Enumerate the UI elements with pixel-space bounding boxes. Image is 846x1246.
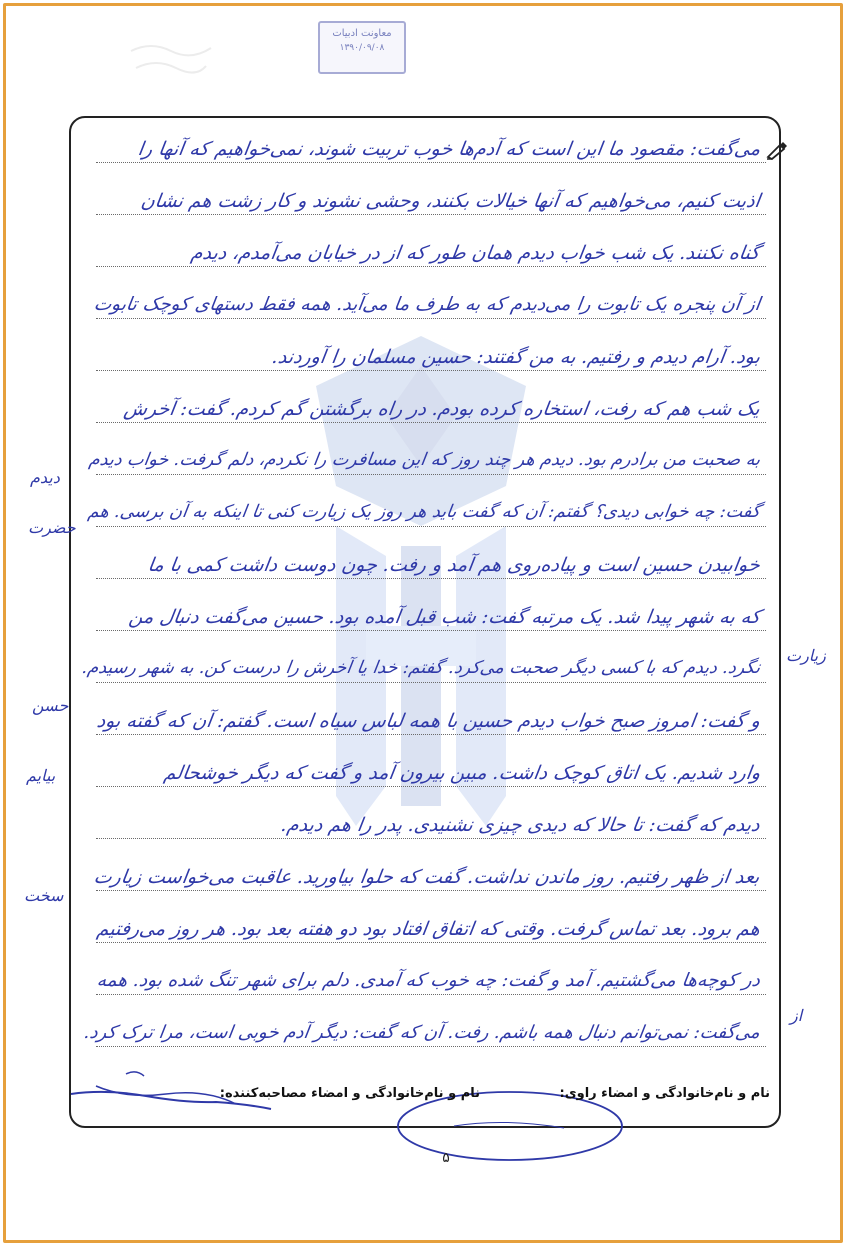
- handwritten-line: خوابیدن حسین است و پیاده‌روی هم آمد و رفت. چون دوست داشت کمی با ما: [146, 554, 762, 576]
- narrator-signature-label: نام و نام‌خانوادگی و امضاء راوی:: [559, 1086, 770, 1101]
- handwritten-line: وارد شدیم. یک اتاق کوچک داشت. مبین بیرون آمد و گفت که دیگر خوشحالم: [162, 762, 762, 784]
- margin-note: سخت: [24, 886, 64, 905]
- ruled-line: [96, 994, 766, 995]
- stamp-line-1: معاونت ادبیات: [332, 28, 392, 39]
- handwritten-line: بود. آرام دیدم و رفتیم. به من گفتند: حسین مسلمان را آوردند.: [270, 346, 762, 368]
- ruled-line: [96, 162, 766, 163]
- handwritten-line: گفت: چه خوابی دیدی؟ گفتم: آن که گفت باید هر روز یک زیارت کنی تا اینکه به آن برسی. هم: [86, 502, 762, 522]
- ruled-line: [96, 734, 766, 735]
- margin-note: دیدم: [30, 468, 60, 487]
- handwritten-line: در کوچه‌ها می‌گشتیم. آمد و گفت: چه خوب که آمدی. دلم برای شهر تنگ شده بود. همه: [95, 970, 762, 991]
- margin-note: زیارت: [786, 646, 826, 665]
- handwritten-line: یک شب هم که رفت، استخاره کرده بودم. در راه برگشتن گم کردم. گفت: آخرش: [122, 398, 762, 420]
- handwritten-line: هم برود. بعد تماس گرفت. وقتی که اتفاق افتاد بود دو هفته بعد بود. هر روز می‌رفتیم: [95, 918, 762, 940]
- ruled-line: [96, 370, 766, 371]
- margin-note: بیایم: [26, 766, 56, 785]
- archive-stamp: [318, 21, 406, 74]
- handwritten-line: می‌گفت: نمی‌توانم دنبال همه باشم. رفت. آن که گفت: دیگر آدم خوبی است، مرا ترک کرد.: [82, 1022, 762, 1043]
- ruled-line: [96, 942, 766, 943]
- ruled-line: [96, 630, 766, 631]
- ruled-line: [96, 474, 766, 475]
- stamp-line-2: ۱۳۹۰/۰۹/۰۸: [339, 43, 385, 53]
- faint-letterhead-icon: [126, 36, 216, 86]
- handwritten-line: می‌گفت: مقصود ما این است که آدم‌ها خوب تربیت شوند، نمی‌خواهیم که آنها را: [136, 138, 762, 160]
- ruled-line: [96, 1046, 766, 1047]
- ruled-line: [96, 890, 766, 891]
- page-frame: [3, 3, 843, 1243]
- margin-note: از: [790, 1006, 803, 1025]
- ruled-line: [96, 578, 766, 579]
- handwritten-line: نگرد. دیدم که با کسی دیگر صحبت می‌کرد. گفتم: خدا یا آخرش را درست کن. به شهر رسیدم.: [80, 658, 762, 678]
- handwritten-line: و گفت: امروز صبح خواب دیدم حسین با همه لباس سیاه است. گفتم: آن که گفته بود: [95, 710, 762, 732]
- page-number: ۵: [442, 1150, 450, 1166]
- ruled-line: [96, 682, 766, 683]
- ruled-line: [96, 838, 766, 839]
- handwritten-line: اذیت کنیم، می‌خواهیم که آنها خیالات بکنند، وحشی نشوند و کار زشت هم نشان: [139, 190, 762, 212]
- handwritten-line: به صحبت من برادرم بود. دیدم هر چند روز که این مسافرت را نکردم، دلم گرفت. خواب دیدم: [87, 450, 762, 470]
- handwritten-line: که به شهر پیدا شد. یک مرتبه گفت: شب قبل آمده بود. حسین می‌گفت دنبال من: [127, 606, 762, 628]
- handwritten-line: دیدم که گفت: تا حالا که دیدی چیزی نشنیدی. پدر را هم دیدم.: [279, 814, 762, 836]
- margin-note: حضرت: [28, 518, 76, 537]
- ruled-line: [96, 422, 766, 423]
- ruled-line: [96, 786, 766, 787]
- margin-note: حسن: [32, 696, 69, 715]
- handwritten-line: گناه نکنند. یک شب خواب دیدم همان طور که از در خیابان می‌آمدم، دیدم: [189, 242, 762, 264]
- signature-labels: [196, 1086, 770, 1110]
- handwritten-line: از آن پنجره یک تابوت را می‌دیدم که به طرف ما می‌آید. همه فقط دستهای کوچک تابوت: [92, 294, 762, 315]
- ruled-line: [96, 318, 766, 319]
- ruled-line: [96, 214, 766, 215]
- ruled-line: [96, 266, 766, 267]
- pen-icon: [766, 142, 788, 160]
- handwritten-line: بعد از ظهر رفتیم. روز ماندن نداشت. گفت که حلوا بیاورید. عاقبت می‌خواست زیارت: [92, 866, 762, 888]
- interviewer-signature-label: نام و نام‌خانوادگی و امضاء مصاحبه‌کننده:: [219, 1086, 480, 1101]
- ruled-line: [96, 526, 766, 527]
